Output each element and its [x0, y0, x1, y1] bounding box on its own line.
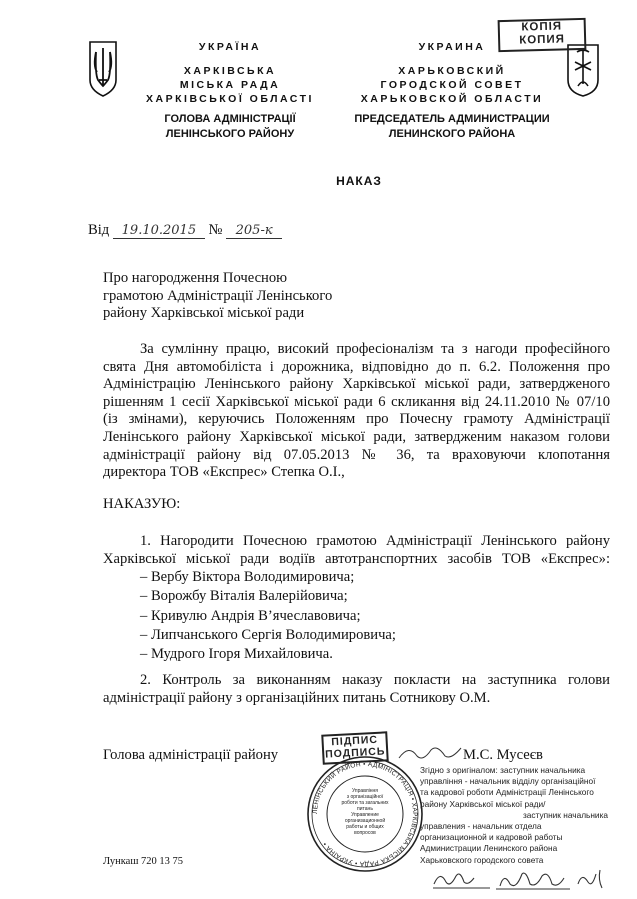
signature-stamp-line2: ПОДПИСЬ [324, 745, 386, 761]
seal-center-line: работы и общих [346, 824, 384, 830]
number-label: № [208, 222, 223, 238]
header-ua-council-line3: ХАРКІВСЬКОЇ ОБЛАСТІ [146, 93, 314, 105]
header-ru-council-line2: ГОРОДСКОЙ СОВЕТ [380, 79, 524, 91]
awardee-item: – Липчанського Сергія Володимировича; [140, 626, 396, 643]
item2-line: 2. Контроль за виконанням наказу покласти на заступника голови [140, 672, 610, 688]
seal-center-line: питань [357, 806, 373, 812]
seal-center-line: организационной [344, 818, 386, 824]
order-item-2 [103, 672, 610, 707]
handwritten-signature-icon [430, 866, 610, 892]
header-ru-council-line1: ХАРЬКОВСКИЙ [398, 65, 506, 77]
certification-line: Харьковского городского совета [420, 854, 544, 865]
header-ua-council-line1: ХАРКІВСЬКА [183, 65, 277, 77]
ukraine-coat-of-arms-icon [88, 40, 118, 98]
header-russian [352, 40, 552, 106]
copy-stamp-line1: КОПІЯ [521, 20, 563, 34]
director-signature-icon [395, 742, 465, 764]
subject [103, 270, 403, 323]
header-ru-office-line1: ПРЕДСЕДАТЕЛЬ АДМИНИСТРАЦИИ [354, 113, 550, 125]
certification-line: Згідно з оригіналом: заступник начальника [420, 765, 586, 775]
preamble-line: адміністрації району від 07.05.2013 № 36, та враховуючи клопотання [103, 446, 610, 463]
number-value: 205-к [226, 223, 282, 239]
preamble-line: рішенням 1 сесії Харківської міської ради 6 скликання від 24.11.2010 № 07/10 [103, 393, 610, 410]
header-ru-country: УКРАИНА [418, 41, 486, 53]
item1-line: Харківської міської ради водіїв автотранспортних засобів ТОВ «Експрес»: [103, 550, 610, 567]
certification-line: району Харківської міської ради/ [420, 798, 546, 809]
round-seal-center [338, 788, 392, 836]
preamble-line: (із змінами), керуючись Положенням про Почесну грамоту Адміністрації [103, 411, 610, 428]
certification-line: Администрации Ленинского района [420, 843, 558, 854]
header-ukrainian [130, 40, 330, 106]
awardee-item: – Ворожбу Віталія Валерійовича; [140, 588, 348, 605]
header-ua-council-line2: МІСЬКА РАДА [179, 79, 281, 91]
seal-center-line: Управление [351, 812, 379, 818]
subject-line: Про нагородження Почесною [103, 270, 288, 286]
date-prefix: Від [88, 222, 110, 238]
header-ru-office-line2: ЛЕНИНСКОГО РАЙОНА [388, 128, 516, 140]
preamble-line: Адміністрацію Ленінського району Харківської міської ради, затвердженого [103, 376, 610, 393]
header-ru-council-line3: ХАРЬКОВСКОЙ ОБЛАСТИ [360, 93, 544, 105]
order-item-1 [103, 533, 610, 568]
subject-line: грамотою Адміністрації Ленінського [103, 287, 333, 304]
certification-line: управління - начальник відділу організаційної [420, 776, 596, 787]
awardee-item: – Кривулю Андрія В’ячеславовича; [140, 607, 361, 624]
seal-center-line: Управління [351, 788, 379, 794]
certification-line: управления - начальник отдела [420, 821, 542, 832]
date-line [88, 222, 282, 239]
order-heading: НАКАЗУЮ: [103, 496, 181, 512]
header-ua-country: УКРАЇНА [198, 41, 262, 53]
preamble-line: За сумлінну працю, високий професіоналізм та з нагоди професійного [140, 341, 610, 357]
header-ua-office-line2: ЛЕНІНСЬКОГО РАЙОНУ [165, 128, 295, 140]
date-value: 19.10.2015 [113, 223, 205, 239]
round-seal-rim-text: ЛЕНІНСЬКИЙ РАЙОН • АДМІНІСТРАЦІЯ • ХАРКІВСЬКА МІСЬКА РАДА • УКРАЇНА • [311, 760, 419, 868]
preamble-line: Ленінського району Харківської міської ради, затвердженим наказом голови [103, 428, 610, 445]
item1-line: 1. Нагородити Почесною грамотою Адміністрації Ленінського району [140, 533, 610, 549]
certification-stamp [420, 765, 608, 866]
header-ua-office [130, 112, 330, 142]
signature-position: Голова адміністрації району [103, 747, 279, 763]
preamble-line: свята Дня автомобіліста і дорожника, відповідно до п. 6.2. Положення про [103, 358, 610, 375]
certification-line: та кадрової роботи Адміністрації Ленінського [420, 787, 594, 798]
seal-center-line: вопросов [354, 830, 376, 836]
kharkiv-coat-of-arms-icon [565, 42, 601, 98]
subject-line: району Харківської міської ради [103, 305, 305, 322]
seal-center-line: з організаційної [346, 794, 384, 800]
item2-line: адміністрації району з організаційних питань Сотникову О.М. [103, 689, 491, 706]
awardee-list [140, 568, 460, 664]
certification-line: организационной и кадровой работы [420, 832, 563, 843]
preamble-line: директора ТОВ «Експрес» Степка О.І., [103, 464, 345, 481]
certification-line: заступник начальника [522, 809, 608, 820]
awardee-item: – Вербу Віктора Володимировича; [140, 569, 355, 585]
preamble [103, 341, 610, 482]
round-seal [306, 755, 424, 873]
footer-executor: Лункаш 720 13 75 [103, 856, 184, 867]
signature-stamp-line1: ПІДПИС [331, 733, 379, 749]
seal-center-line: роботи та загальних [341, 800, 389, 806]
header-ru-office [352, 112, 552, 142]
signatory-name: М.С. Мусеєв [463, 747, 543, 763]
copy-stamp-line2: КОПИЯ [519, 33, 566, 47]
document-title: НАКАЗ [336, 174, 382, 188]
header-ua-office-line1: ГОЛОВА АДМІНІСТРАЦІЇ [164, 113, 296, 125]
awardee-item: – Мудрого Ігоря Михайловича. [140, 646, 333, 663]
